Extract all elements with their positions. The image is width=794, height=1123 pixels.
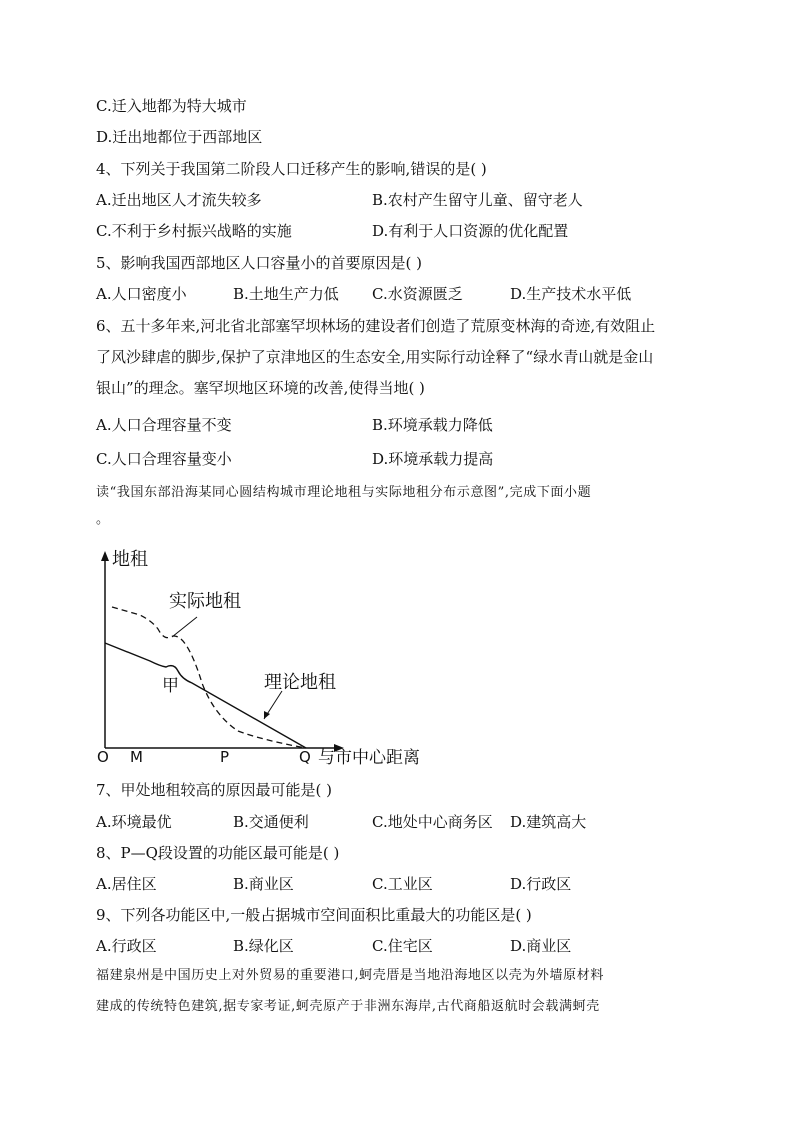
q4-option-d: D.有利于人口资源的优化配置 [372,222,569,240]
q8-option-c: C.工业区 [372,875,433,893]
q7-option-b: B.交通便利 [233,813,309,831]
q3-option-d: D.迁出地都位于西部地区 [96,128,263,146]
q8-option-b: B.商业区 [233,875,294,893]
figure-intro-tail: 。 [96,512,110,527]
q-label: Q [299,748,311,766]
theory-rent-label: 理论地租 [264,672,336,693]
q9-option-c: C.住宅区 [372,937,433,955]
q9-option-a: A.行政区 [96,937,157,955]
q5-option-b: B.土地生产力低 [233,285,339,303]
x-axis-label: 与市中心距离 [318,748,420,768]
theory-rent-line [105,643,306,748]
p-label: P [220,748,230,766]
theory-rent-pointer-arrow [264,711,270,719]
q4-option-a: A.迁出地区人才流失较多 [96,191,262,209]
q5-option-c: C.水资源匮乏 [372,285,463,303]
m-label: M [130,748,143,766]
q4-stem: 4、下列关于我国第二阶段人口迁移产生的影响,错误的是( ) [96,160,487,178]
q9-option-d: D.商业区 [510,937,572,955]
q7-option-c: C.地处中心商务区 [372,813,493,831]
q3-option-c: C.迁入地都为特大城市 [96,97,247,115]
q6-option-d: D.环境承载力提高 [372,450,494,468]
q6-option-a: A.人口合理容量不变 [96,416,232,434]
origin-label: O [97,748,109,766]
q5-stem: 5、影响我国西部地区人口容量小的首要原因是( ) [96,254,423,272]
q6-option-c: C.人口合理容量变小 [96,450,232,468]
land-rent-diagram [92,545,452,770]
passage-line1: 福建泉州是中国历史上对外贸易的重要港口,蚵壳厝是当地沿海地区以壳为外墙原材料 [96,968,604,983]
q9-stem: 9、下列各功能区中,一般占据城市空间面积比重最大的功能区是( ) [96,906,532,924]
actual-rent-label: 实际地租 [169,591,241,612]
q5-option-d: D.生产技术水平低 [510,285,632,303]
q6-stem-line2: 了风沙肆虐的脚步,保护了京津地区的生态安全,用实际行动诠释了“绿水青山就是金山 [96,348,654,366]
q4-option-b: B.农村产生留守儿童、留守老人 [372,191,583,209]
q6-option-b: B.环境承载力降低 [372,416,493,434]
q4-option-c: C.不利于乡村振兴战略的实施 [96,222,292,240]
q7-option-a: A.环境最优 [96,813,172,831]
point-jia-label: 甲 [162,676,179,696]
y-axis-label: 地租 [112,549,148,570]
q7-stem: 7、甲处地租较高的原因最可能是( ) [96,781,333,799]
q7-option-d: D.建筑高大 [510,813,587,831]
figure-intro: 读“我国东部沿海某同心圆结构城市理论地租与实际地租分布示意图”,完成下面小题 [96,485,592,500]
passage-line2: 建成的传统特色建筑,据专家考证,蚵壳原产于非洲东海岸,古代商船返航时会载满蚵壳 [96,999,600,1014]
q6-stem-line1: 6、五十多年来,河北省北部塞罕坝林场的建设者们创造了荒原变林海的奇迹,有效阻止 [96,317,656,335]
q8-option-a: A.居住区 [96,875,157,893]
y-axis-arrow [101,551,109,561]
q8-option-d: D.行政区 [510,875,572,893]
actual-rent-pointer [172,617,197,637]
q5-option-a: A.人口密度小 [96,285,187,303]
q9-option-b: B.绿化区 [233,937,294,955]
q8-stem: 8、P—Q段设置的功能区最可能是( ) [96,844,340,862]
q6-stem-line3: 银山”的理念。塞罕坝地区环境的改善,使得当地( ) [96,379,425,397]
